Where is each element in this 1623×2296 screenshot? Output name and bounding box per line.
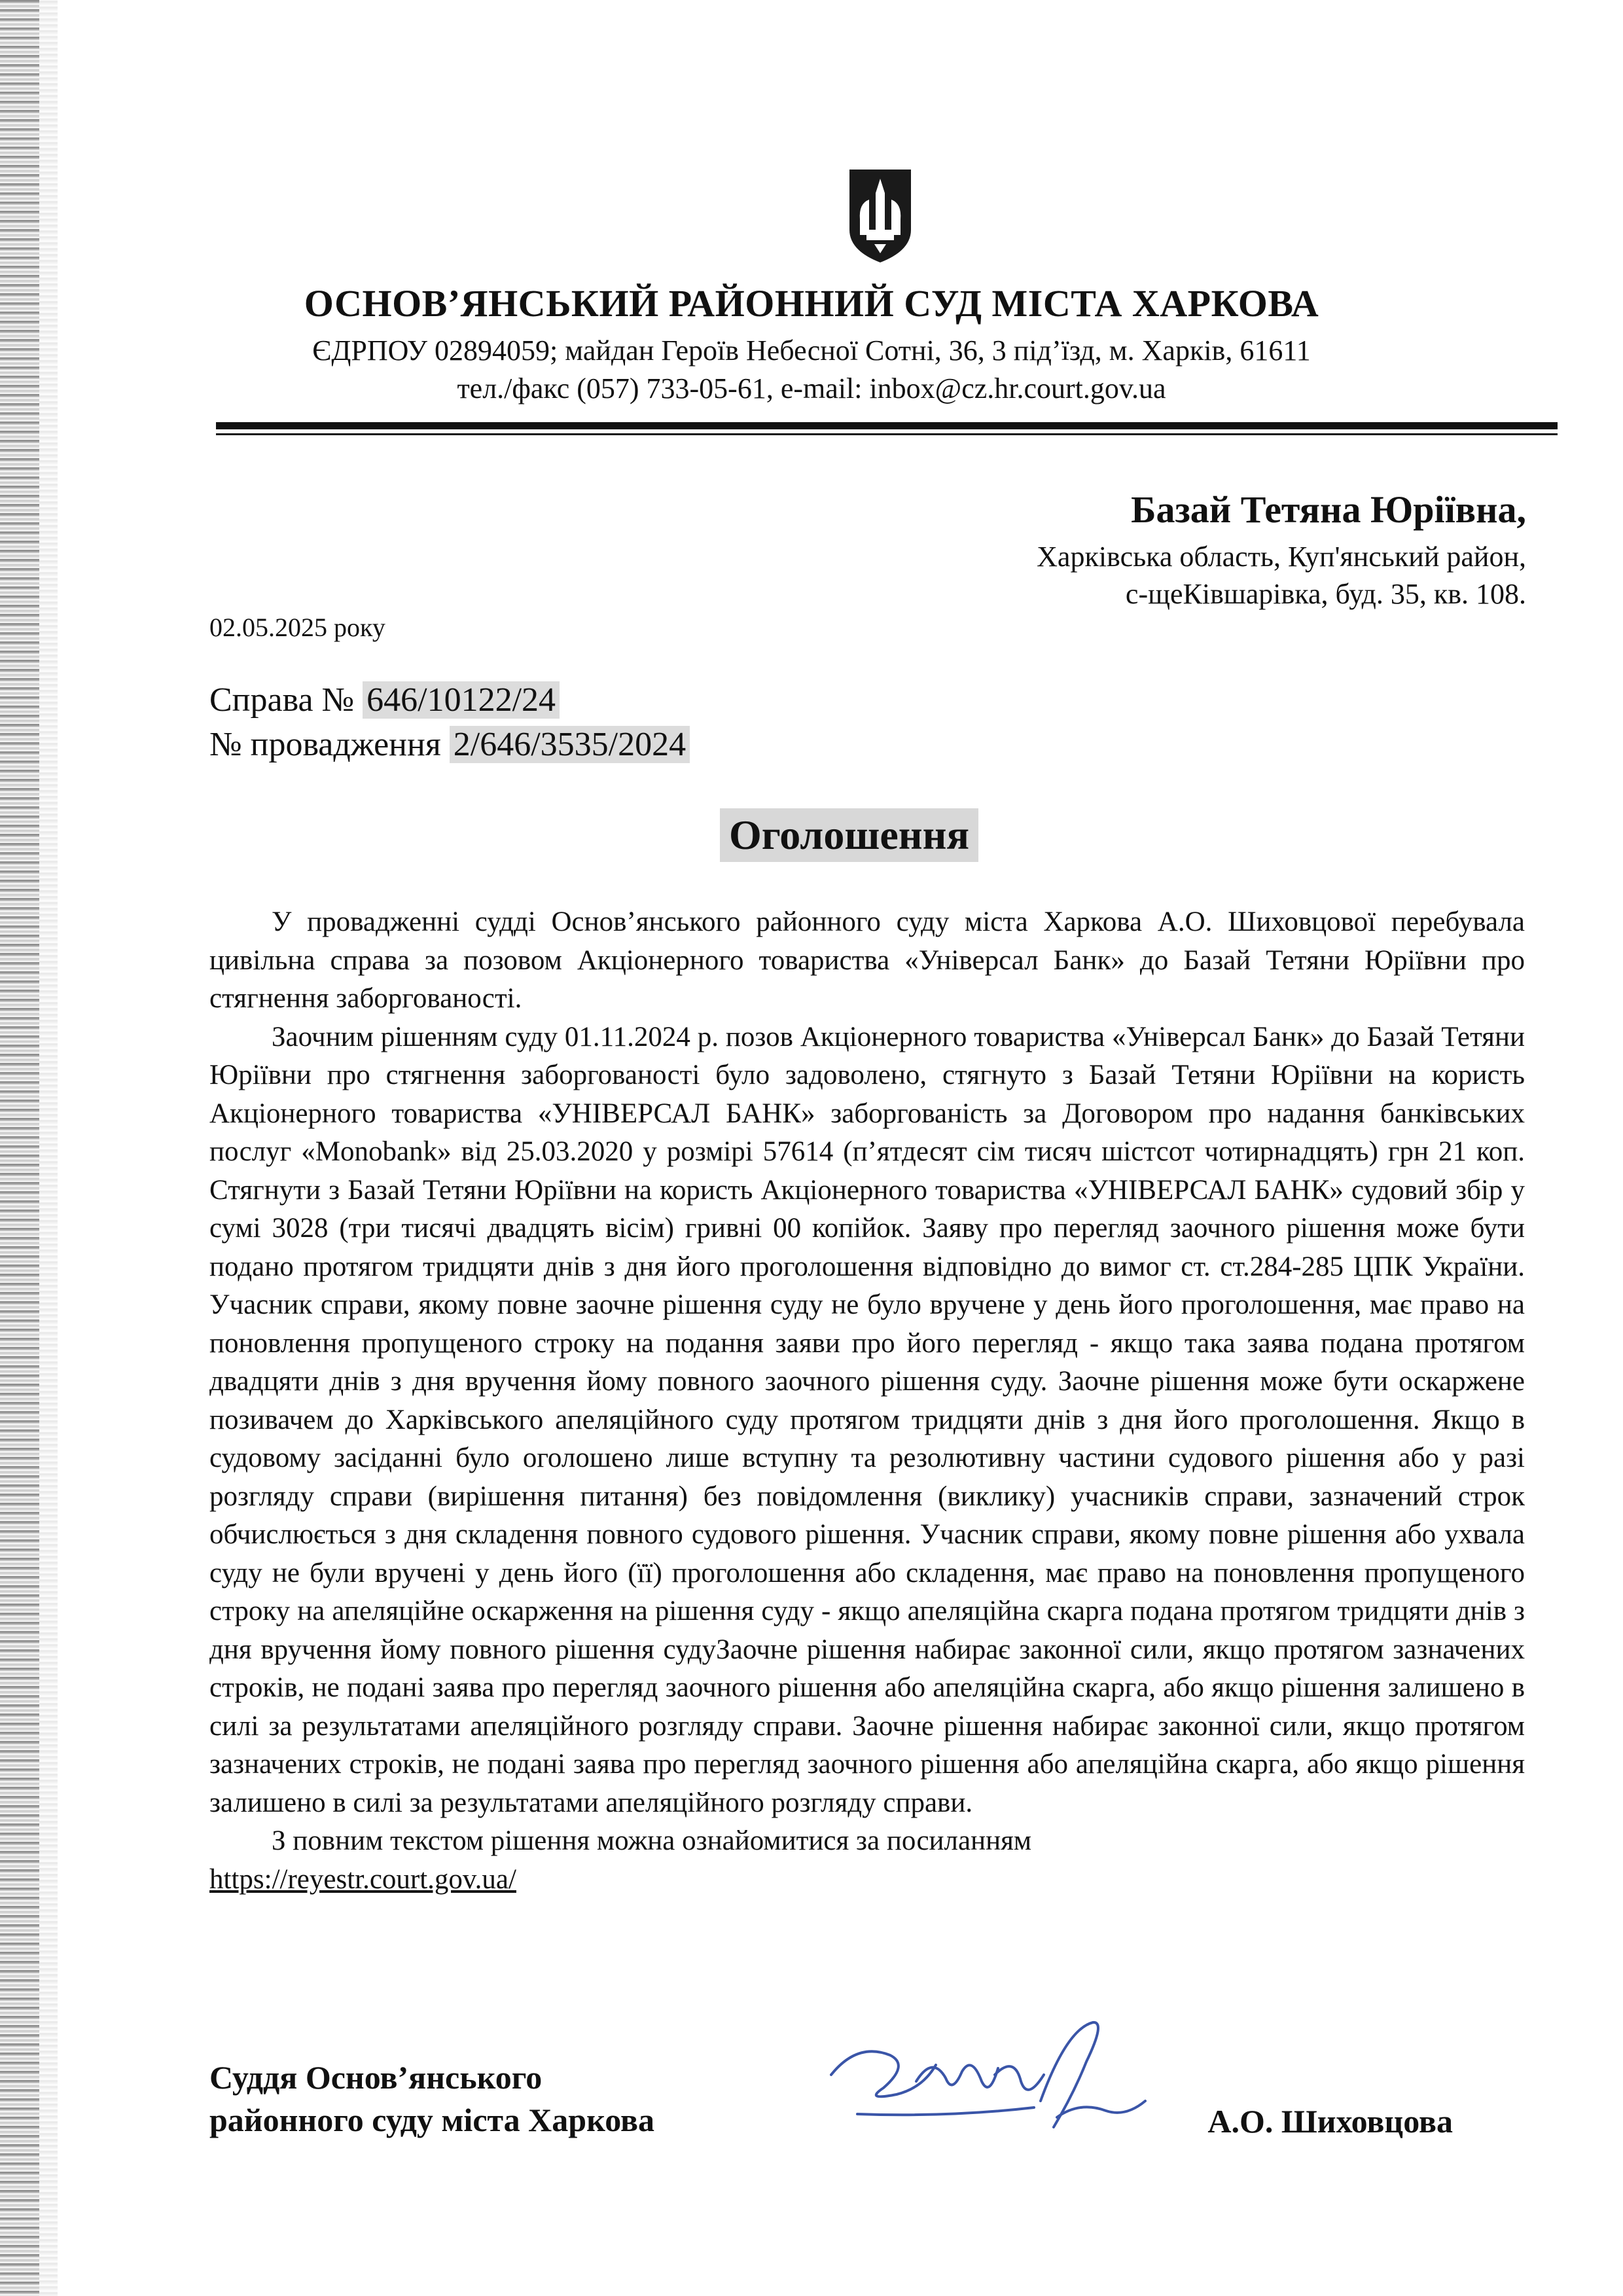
- body-paragraph-2: Заочним рішенням суду 01.11.2024 р. позов Акціонерного товариства «Універсал Банк» до Базай Тетяни Юріївни про стягнення заборгованості було задоволено, стягнуто з Базай Тетяни Юріївни на користь Акціонерного товариства «УНІВЕРСАЛ БАНК» заборгованість за Договором про надання банківських послуг «Monobank» від 25.03.2020 у розмірі 57614 (п’ятдесят сім тисяч шістсот чотирнадцять) грн 21 коп. Стягнути з Базай Тетяни Юріївни на користь Акціонерного товариства «УНІВЕРСАЛ БАНК» судовий збір у сумі 3028 (три тисячі двадцять вісім) гривні 00 копійок. Заяву про перегляд заочного рішення може бути подано протягом тридцяти днів з дня його проголошення відповідно до вимог ст. ст.284-285 ЦПК України. Учасник справи, якому повне заочне рішення суду не було вручене у день його проголошення, має право на поновлення пропущеного строку на подання заяви про його перегляд - якщо така заява подана протягом двадцяти днів з дня вручення йому повного заочного рішення суду. Заочне рішення може бути оскаржене позивачем до Харківського апеляційного суду протягом тридцяти днів з дня його проголошення. Якщо в судовому засіданні було оголошено лише вступну та резолютивну частини судового рішення або у разі розгляду справи (вирішення питання) без повідомлення (виклику) учасників справи, зазначений строк обчислюється з дня складення повного судового рішення. Учасник справи, якому повне рішення або ухвала суду не були вручені у день його (її) проголошення або складення, має право на поновлення пропущеного строку на апеляційне оскарження на рішення суду - якщо апеляційна скарга подана протягом тридцяти днів з дня вручення йому повного рішення судуЗаочне рішення набирає законної сили, якщо протягом зазначених строків, не подані заява про перегляд заочного рішення або апеляційна скарга, або якщо рішення залишено в силі за результатами апеляційного розгляду справи. Заочне рішення набирає законної сили, якщо протягом зазначених строків, не подані заява про перегляд заочного рішення або апеляційна скарга, або якщо рішення залишено в силі за результатами апеляційного розгляду справи.: [209, 1021, 1525, 1818]
- handwritten-signature: [818, 2003, 1158, 2160]
- body-paragraph-1: У провадженні судді Основ’янського районного суду міста Харкова А.О. Шиховцової перебувала цивільна справа за позовом Акціонерного товариства «Універсал Банк» до Базай Тетяни Юріївни про стягнення заборгованості.: [209, 906, 1525, 1014]
- signatory-title-line1: Суддя Основ’янського: [209, 2059, 543, 2096]
- case-number-label: Справа №: [209, 681, 355, 719]
- signatory-name: А.О. Шиховцова: [1207, 2103, 1453, 2140]
- announcement-body: [209, 903, 1525, 1899]
- decision-register-link[interactable]: https://reyestr.court.gov.ua/: [209, 1863, 516, 1895]
- court-name: ОСНОВ’ЯНСЬКИЙ РАЙОННИЙ СУД МІСТА ХАРКОВА: [304, 282, 1319, 325]
- proceeding-number-label: № провадження: [209, 726, 441, 763]
- trident-emblem-icon: [844, 167, 916, 265]
- document-date: 02.05.2025 року: [209, 613, 385, 642]
- recipient-name: Базай Тетяна Юріївна,: [1131, 488, 1526, 531]
- recipient-address-line1: Харківська область, Куп'янський район,: [1037, 541, 1526, 573]
- court-address: ЄДРПОУ 02894059; майдан Героїв Небесної Сотні, 36, 3 під’їзд, м. Харків, 61611: [312, 334, 1311, 367]
- body-paragraph-3: З повним текстом рішення можна ознайомитися за посиланням: [272, 1825, 1032, 1856]
- case-number-line: [209, 681, 560, 719]
- court-contacts: тел./факс (057) 733-05-61, e-mail: inbox@cz.hr.court.gov.ua: [457, 372, 1166, 404]
- signatory-title-line2: районного суду міста Харкова: [209, 2102, 655, 2138]
- case-number: 646/10122/24: [363, 681, 560, 719]
- recipient-address-line2: с-щеКівшарівка, буд. 35, кв. 108.: [1125, 578, 1526, 610]
- document-heading: Оголошення: [720, 808, 978, 862]
- header-divider-thick: [216, 422, 1558, 429]
- proceeding-number-line: [209, 725, 690, 764]
- proceeding-number: 2/646/3535/2024: [450, 726, 690, 763]
- header-divider-thin: [216, 433, 1558, 435]
